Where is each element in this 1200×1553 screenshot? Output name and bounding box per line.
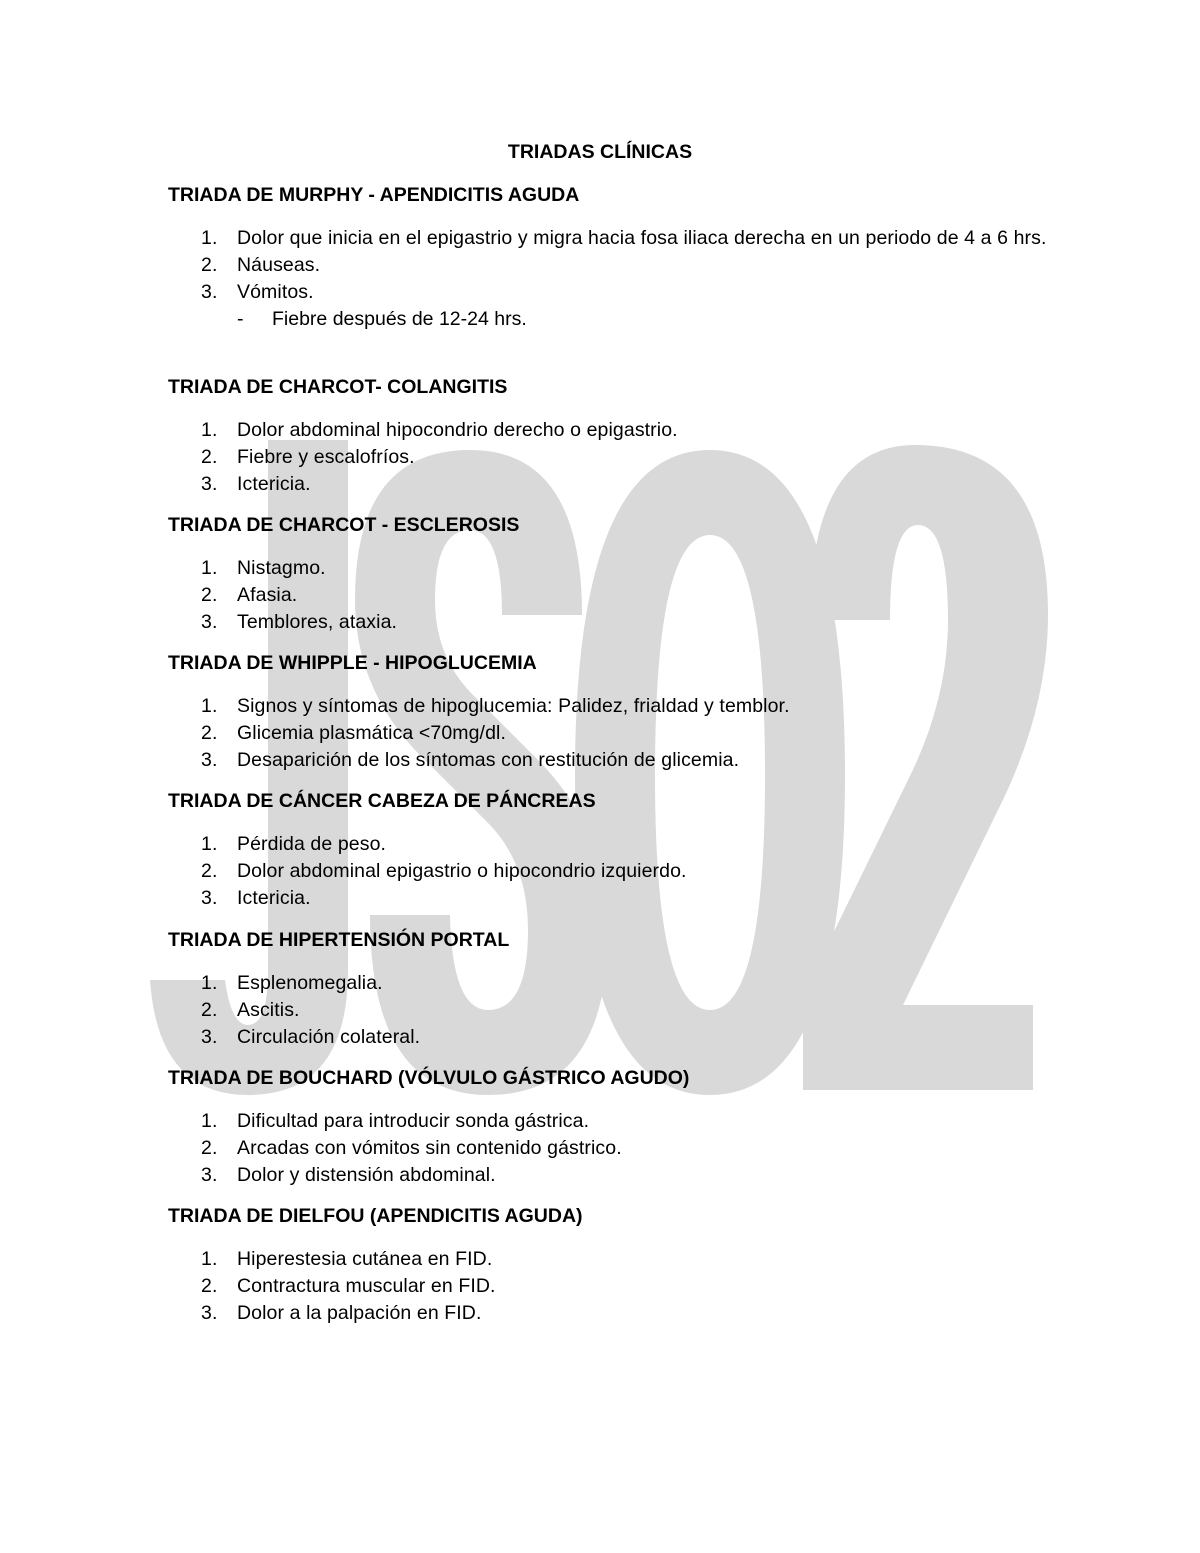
item-text: Dolor abdominal epigastrio o hipocondrio izquierdo. (237, 860, 687, 882)
section-charcot-colangitis (168, 375, 1048, 498)
item-text: Nistagmo. (237, 557, 326, 579)
sub-list-item (168, 306, 1048, 333)
section-hipertension-portal (168, 928, 1048, 1051)
item-number: 2. (201, 254, 218, 276)
list-item (168, 885, 1048, 912)
section-heading: TRIADA DE CHARCOT - ESCLEROSIS (168, 514, 520, 536)
dash-bullet: - (237, 308, 244, 330)
list-item (168, 582, 1048, 609)
list-item (168, 555, 1048, 582)
item-number: 2. (201, 584, 218, 606)
section-charcot-esclerosis (168, 513, 1048, 636)
item-number: 3. (201, 473, 218, 495)
list-item (168, 1024, 1048, 1051)
section-heading: TRIADA DE CÁNCER CABEZA DE PÁNCREAS (168, 790, 596, 812)
item-text: Ictericia. (237, 473, 311, 495)
item-list (168, 1108, 1048, 1189)
list-item (168, 444, 1048, 471)
section-dielfou (168, 1204, 1048, 1327)
list-item (168, 225, 1048, 252)
item-number: 3. (201, 1026, 218, 1048)
list-item (168, 858, 1048, 885)
item-list (168, 693, 1048, 774)
list-item (168, 417, 1048, 444)
list-item (168, 831, 1048, 858)
section-bouchard (168, 1066, 1048, 1189)
sub-item-text: Fiebre después de 12-24 hrs. (272, 308, 527, 330)
item-number: 1. (201, 972, 218, 994)
item-text: Dolor abdominal hipocondrio derecho o epigastrio. (237, 419, 678, 441)
section-heading: TRIADA DE CHARCOT- COLANGITIS (168, 376, 508, 398)
item-list (168, 225, 1048, 306)
item-number: 1. (201, 227, 218, 249)
item-text: Signos y síntomas de hipoglucemia: Palidez, frialdad y temblor. (237, 695, 790, 717)
list-item (168, 1162, 1048, 1189)
item-text: Fiebre y escalofríos. (237, 446, 415, 468)
item-number: 2. (201, 860, 218, 882)
item-list (168, 417, 1048, 498)
item-number: 2. (201, 1137, 218, 1159)
item-text: Pérdida de peso. (237, 833, 387, 855)
item-number: 2. (201, 1275, 218, 1297)
item-text: Ascitis. (237, 999, 300, 1021)
item-text: Ictericia. (237, 887, 311, 909)
list-item (168, 997, 1048, 1024)
list-item (168, 471, 1048, 498)
item-text: Arcadas con vómitos sin contenido gástrico. (237, 1137, 622, 1159)
list-item (168, 1246, 1048, 1273)
item-text: Dolor y distensión abdominal. (237, 1164, 496, 1186)
item-number: 3. (201, 1164, 218, 1186)
item-text: Dolor a la palpación en FID. (237, 1302, 482, 1324)
item-list (168, 970, 1048, 1051)
item-text: Vómitos. (237, 281, 314, 303)
item-number: 2. (201, 722, 218, 744)
list-item (168, 693, 1048, 720)
list-item (168, 252, 1048, 279)
list-item (168, 1300, 1048, 1327)
item-list (168, 831, 1048, 912)
item-number: 3. (201, 281, 218, 303)
item-number: 1. (201, 833, 218, 855)
section-heading: TRIADA DE WHIPPLE - HIPOGLUCEMIA (168, 652, 537, 674)
section-heading: TRIADA DE BOUCHARD (VÓLVULO GÁSTRICO AGUDO) (168, 1067, 690, 1089)
list-item (168, 609, 1048, 636)
item-number: 3. (201, 887, 218, 909)
item-number: 3. (201, 611, 218, 633)
item-text: Temblores, ataxia. (237, 611, 398, 633)
page-title: TRIADAS CLÍNICAS (507, 141, 693, 163)
item-number: 1. (201, 557, 218, 579)
section-heading: TRIADA DE HIPERTENSIÓN PORTAL (168, 929, 510, 951)
item-text: Contractura muscular en FID. (237, 1275, 496, 1297)
item-number: 1. (201, 1248, 218, 1270)
list-item (168, 747, 1048, 774)
item-text: Dificultad para introducir sonda gástrica. (237, 1110, 590, 1132)
section-heading: TRIADA DE DIELFOU (APENDICITIS AGUDA) (168, 1205, 583, 1227)
item-number: 2. (201, 999, 218, 1021)
list-item (168, 720, 1048, 747)
item-list (168, 555, 1048, 636)
list-item (168, 279, 1048, 306)
list-item (168, 1135, 1048, 1162)
item-text: Esplenomegalia. (237, 972, 383, 994)
item-list (168, 1246, 1048, 1327)
item-text: Glicemia plasmática <70mg/dl. (237, 722, 506, 744)
item-number: 1. (201, 1110, 218, 1132)
item-number: 1. (201, 419, 218, 441)
item-number: 3. (201, 749, 218, 771)
list-item (168, 1108, 1048, 1135)
item-number: 1. (201, 695, 218, 717)
item-text: Dolor que inicia en el epigastrio y migra hacia fosa iliaca derecha en un periodo de 4 a 6 hrs. (237, 227, 1047, 249)
list-item (168, 1273, 1048, 1300)
section-murphy (168, 183, 1048, 333)
item-text: Náuseas. (237, 254, 321, 276)
section-whipple (168, 651, 1048, 774)
item-number: 3. (201, 1302, 218, 1324)
section-heading: TRIADA DE MURPHY - APENDICITIS AGUDA (168, 184, 580, 206)
item-text: Afasia. (237, 584, 298, 606)
item-text: Desaparición de los síntomas con restitución de glicemia. (237, 749, 740, 771)
item-text: Circulación colateral. (237, 1026, 421, 1048)
list-item (168, 970, 1048, 997)
item-text: Hiperestesia cutánea en FID. (237, 1248, 493, 1270)
item-number: 2. (201, 446, 218, 468)
section-cancer-pancreas (168, 789, 1048, 912)
